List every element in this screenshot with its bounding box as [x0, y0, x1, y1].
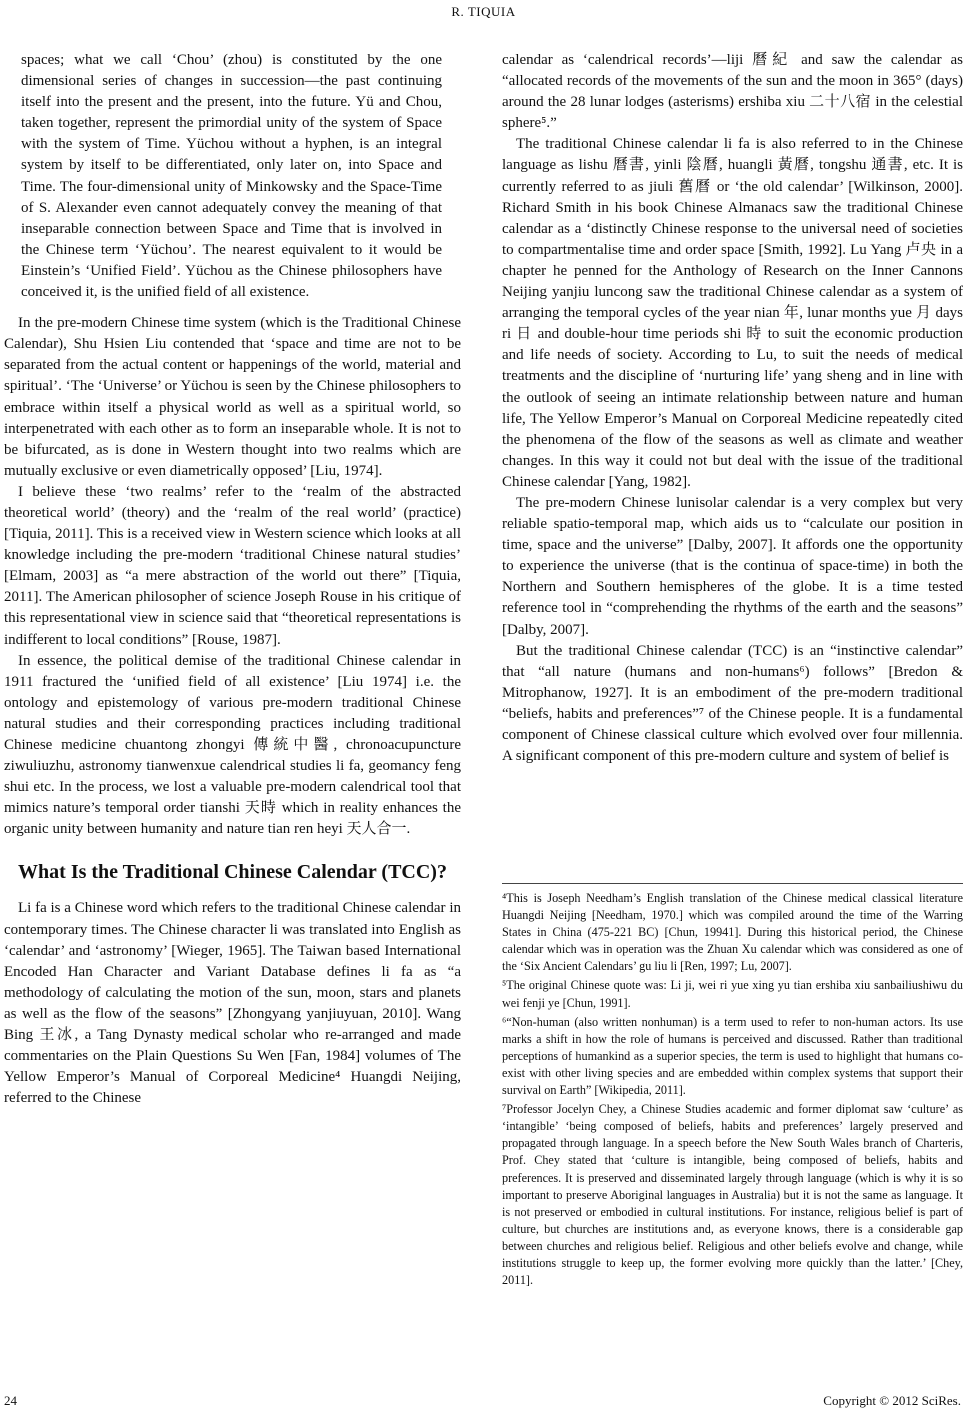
body-paragraph: The traditional Chinese calendar li fa is also referred to in the Chinese language as lishu 曆書, yinli 陰曆, huangli 黃曆, tongshu 通書, etc. It is currently referred to as jiuli 舊曆 or ‘the old calendar’ [Wilkinson, 2000]. Richard Smith in his book Chinese Almanacs saw the traditional Chinese calendar as a ‘distinctly Chinese response to the universal need of societies to compartmentalise time and order space [Smith, 1992]. Lu Yang 卢央 in a chapter he penned for the Anthology of Research on the Inner Cannons Neijing yanjiu luncong saw the traditional Chinese calendar as a system of arranging the temporal cycles of the year nian 年, lunar months yue 月 days ri 日 and double-hour time periods shi 時 to suit the economic production and life needs of society. According to Lu, to suit the needs of medical treatments and the discipline of ‘nurturing life’ yang sheng and in line with the outlook of seeing an intimate relationship between nature and human life, The Yellow Emperor’s Manual on Corporeal Medicine repeatedly cited the phenomena of the flow of the seasons as well as climate and weather changes. In this way it could not but deal with the issue of the traditional Chinese calendar [Yang, 1982]. [502, 136, 963, 490]
left-column [4, 50, 461, 1109]
body-paragraph: I believe these ‘two realms’ refer to the ‘realm of the abstracted theoretical world’ (theory) and the ‘realm of the real world’ (practice) [Tiquia, 2011]. This is a received view in Western science which looks at all knowledge including the pre-modern ‘traditional Chinese natural studies’ [Elmam, 2003] as “a mere abstraction of the world out there” [Tiquia, 2011]. The American philosopher of science Joseph Rouse in his critique of this representational view in science said that “theoretical representations is indifferent to local conditions” [Rouse, 1987]. [4, 483, 461, 648]
right-column [502, 50, 963, 767]
body-paragraph: Li fa is a Chinese word which refers to the traditional Chinese calendar in contemporary times. The Chinese character li was translated into English as ‘calendar’ and ‘astronomy’ [Wieger, 1965]. The Taiwan based International Encoded Han Character and Variant Database defines li fa as “a methodology of calculating the motion of the sun, moon, stars and planets as well as the flow of the seasons” [Zhongyang yanjiuyuan, 2010]. Wang Bing 王冰, a Tang Dynasty medical scholar who re-arranged and made commentaries on the Plain Questions Su Wen [Fan, 1984] volumes of The Yellow Emperor’s Manual of Corporeal Medicine⁴ Huangdi Neijing, referred to the Chinese [4, 900, 461, 1107]
footnote: ⁴This is Joseph Needham’s English translation of the Chinese medical classical literature Huangdi Neijing [Needham, 1970.] which was compiled around the time of the Warring States in China (475-221 BC) [Chun, 19941]. During this historical period, the Chinese calendar which was in operation was the Zhuan Xu calendar which was considered as one of the ‘Six Ancient Calendars’ gu liu li [Ren, 1997; Lu, 2007]. [502, 891, 963, 974]
footnote: ⁶“Non-human (also written nonhuman) is a term used to refer to non-human actors. Its use marks a shift in how the role of humans is perceived and discussed. Rather than traditional perceptions of humankind as a superior species, the term is used to highlight that humans co-exist with other living species and are embedded within complex systems that support their survival on Earth” [Wikipedia, 2011]. [502, 1014, 963, 1098]
footnotes [502, 883, 963, 1291]
running-head: R. TIQUIA [451, 4, 516, 19]
body-paragraph: In the pre-modern Chinese time system (which is the Traditional Chinese Calendar), Shu Hsien Liu contended that ‘space and time are not to be separated from the actual content or happenings of the world, material and spiritual’. ‘The ‘Universe’ or Yüchou is seen by the Chinese philosophers to embrace within itself a physical world as well as a spiritual world, so interpenetrated with each other as to form an inseparable whole. It is not to be bifurcated, as is done in Western thought into two realms which are mutually exclusive or even diametrically opposed’ [Liu, 1974]. [4, 315, 461, 479]
block-quote: spaces; what we call ‘Chou’ (zhou) is constituted by the one dimensional series of changes in succession—the past continuing itself into the present and the present, into the future. Yü and Chou, taken together, represent the primordial unity of the system of Space with the system of Time. Yüchou without a hyphen, is an integral system by itself to be differentiated, only later on, into Space and Time. The four-dimensional unity of Minkowsky and the Space-Time of S. Alexander even cannot adequately convey the meaning of that inseparable connection between Space and Time that is involved in the Chinese term ‘Yüchou’. The nearest equivalent to it would be Einstein’s ‘Unified Field’. Yüchou as the Chinese philosophers have conceived it, is the unified field of all existence. [21, 52, 442, 301]
section-heading: What Is the Traditional Chinese Calendar (TCC)? [18, 861, 447, 884]
footnote: ⁷Professor Jocelyn Chey, a Chinese Studies academic and former diplomat saw ‘culture’ as ‘intangible’ ‘being composed of beliefs, habits and preferences’ largely preserved and propagated through language. In a speech before the New South Wales branch of Charteris, Prof. Chey stated that ‘culture is intangible, being composed of beliefs, habits and preferences. It is preserved and disseminated largely through language (which is why it is so important to preserve Aboriginal languages in Australia) but it is not the same as language. It is not preserved or embodied in cultural institutions. For instance, religious belief is part of culture, but churches are institutions and, as everyone knows, there is a considerable gap between churches and religious belief. Religious and other beliefs evolve and change, while institutions struggle to keep up, the former evolving more quickly than the latter.’ [Chey, 2011]. [502, 1102, 963, 1288]
body-paragraph: calendar as ‘calendrical records’—liji 曆紀 and saw the calendar as “allocated records of the movements of the sun and the moon in 365° (days) around the 28 lunar lodges (asterisms) ershiba xiu 二十八宿 in the celestial sphere⁵.” [502, 52, 963, 132]
body-paragraph: The pre-modern Chinese lunisolar calendar is a very complex but very reliable spatio-temporal map, which aids us to “calculate our position in time, space and the universe” [Dalby, 2007]. It affords one the opportunity to experience the universe (that is the continua of space-time) in both the Northern and Southern hemispheres of the globe. It is a time tested reference tool in “comprehending the rhythms of the earth and the seasons” [Dalby, 2007]. [502, 494, 963, 638]
copyright-notice: Copyright © 2012 SciRes. [823, 1393, 961, 1408]
page-number: 24 [4, 1393, 17, 1408]
body-paragraph: In essence, the political demise of the traditional Chinese calendar in 1911 fractured the ‘unified field of all existence’ [Liu 1974] i.e. the ontology and epistemology of various pre-modern traditional Chinese natural studies and their corresponding practices including traditional Chinese medicine chuantong zhongyi 傳統中醫, chronoacupuncture ziwuliuzhu, astronomy tianwenxue calendrical studies li fa, geomancy feng shui etc. In the process, we lost a valuable pre-modern calendrical tool that mimics nature’s temporal order tianshi 天時 which in reality enhances the organic unity between humanity and nature tian ren heyi 天人合一. [4, 652, 461, 838]
footnote: ⁵The original Chinese quote was: Li ji, wei ri yue xing yu tian ershiba xiu sanbailiushiwu du wei fenji ye [Chun, 1991]. [502, 978, 963, 1010]
body-paragraph: But the traditional Chinese calendar (TCC) is an “instinctive calendar” that “all nature (humans and non-humans⁶) follows” [Bredon & Mitrophanow, 1927]. It is an embodiment of the pre-modern traditional “beliefs, habits and preferences”⁷ of the Chinese people. It is a fundamental component of Chinese classical culture which evolved over four millennia. A significant component of this pre-modern culture and system of belief is [502, 642, 963, 765]
